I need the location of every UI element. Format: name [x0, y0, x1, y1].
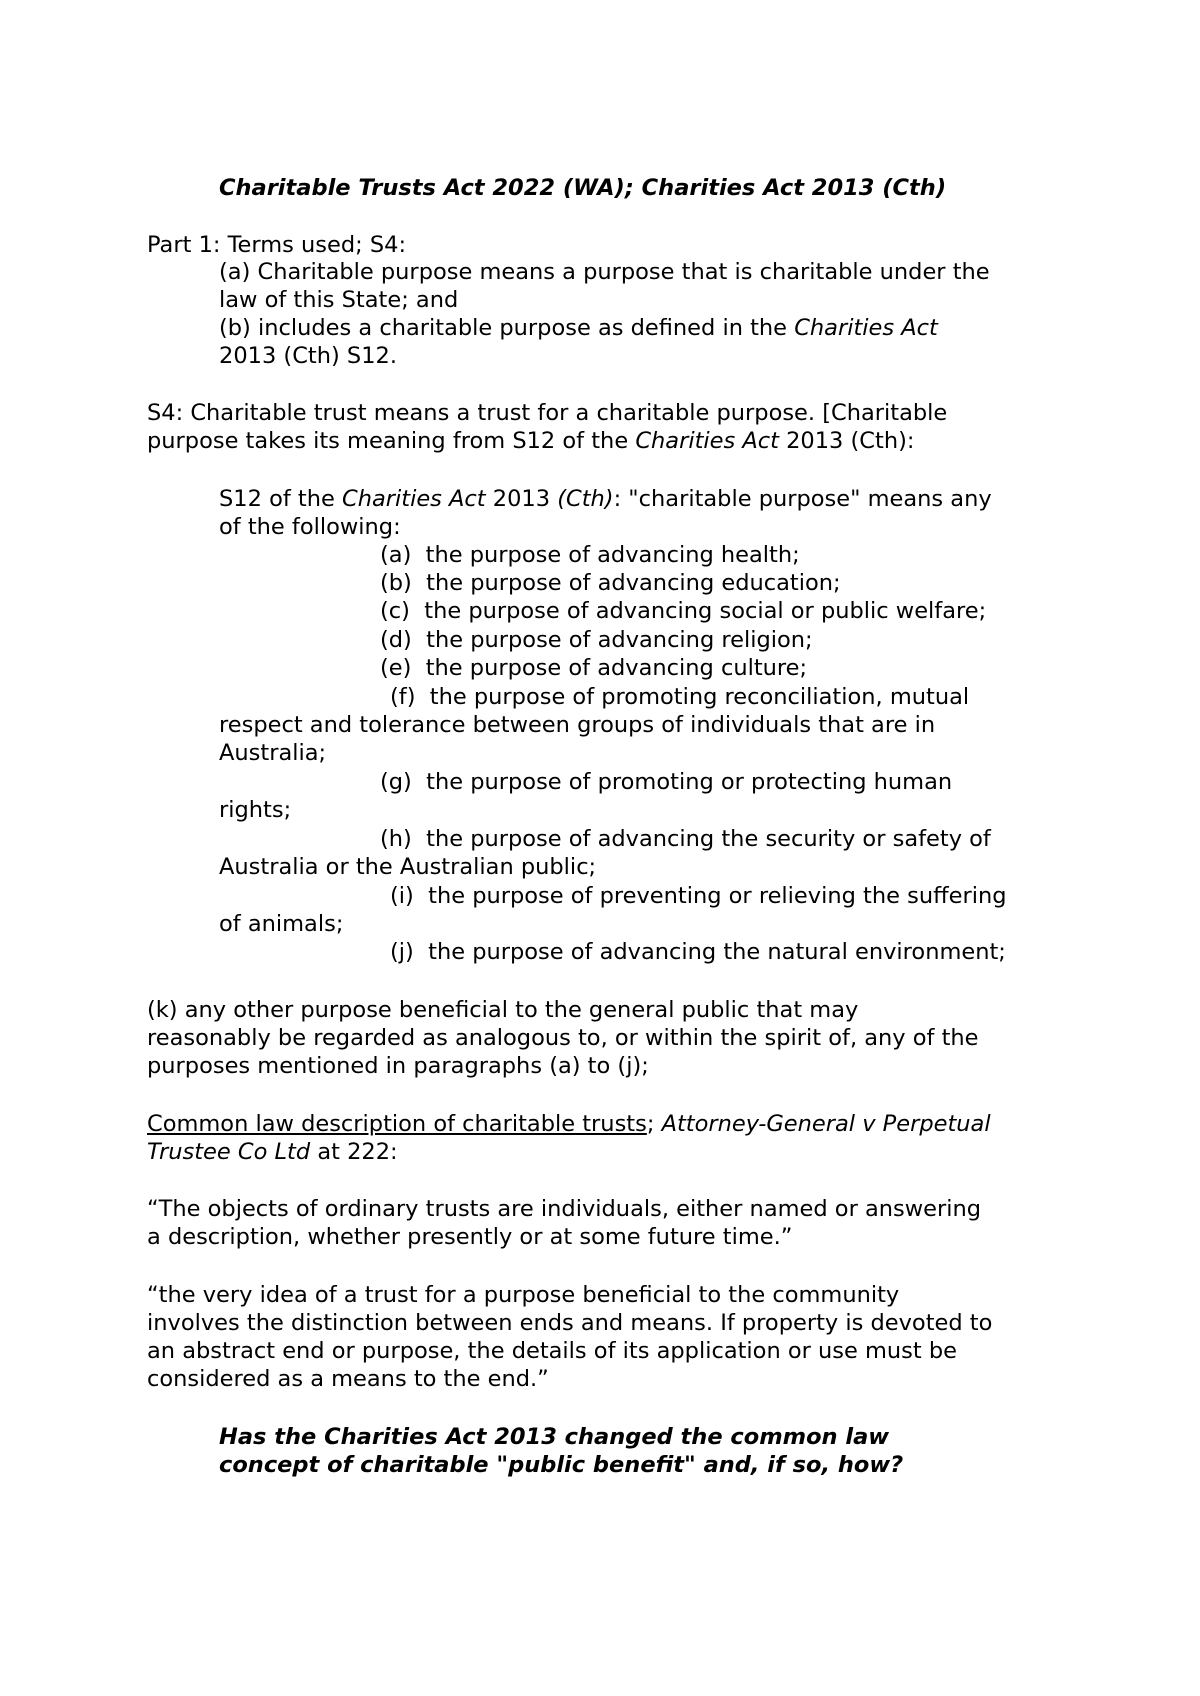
s12-intro-year: 2013: [485, 486, 558, 512]
s12-act-name: Charities Act: [341, 486, 486, 512]
quote2-line1: “the very idea of a trust for a purpose beneficial to the community: [147, 1282, 900, 1308]
common-law-sep: ;: [646, 1111, 662, 1137]
s12-item-j: [390, 938, 1006, 967]
s12-item-label: (c): [380, 598, 410, 624]
s12-item-f: [390, 683, 969, 712]
s12-intro-line1: [219, 485, 992, 514]
question-line2: concept of charitable "public benefit" and, if so, how?: [219, 1452, 904, 1478]
s12-item-a: [380, 541, 800, 570]
common-law-line1: [147, 1110, 991, 1139]
case-pinpoint: at 222:: [310, 1139, 398, 1165]
s12-item-c: [380, 597, 986, 626]
s12-item-label: (a): [380, 542, 412, 568]
common-law-heading: Common law description of charitable trusts: [147, 1111, 647, 1137]
s12-intro-line2: of the following:: [219, 514, 401, 540]
s4-line2: [147, 427, 914, 456]
s12-item-g: [380, 768, 952, 797]
case-name-part2: Trustee Co Ltd: [147, 1139, 311, 1165]
s12-item-text: the purpose of promoting or protecting human: [426, 769, 953, 795]
s12-item-label: (f): [390, 684, 416, 710]
s12-item-label: (h): [380, 826, 412, 852]
s12-item-text: the purpose of preventing or relieving the suffering: [428, 883, 1007, 909]
s4-act-name: Charities Act: [635, 428, 779, 454]
document-title: Charitable Trusts Act 2022 (WA); Charities Act 2013 (Cth): [219, 175, 947, 201]
s12-item-d: [380, 626, 813, 655]
s12-item-text: the purpose of advancing the natural environment;: [428, 939, 1006, 965]
quote2-line4: considered as a means to the end.”: [147, 1366, 549, 1392]
s12-item-text: the purpose of advancing the security or safety of: [426, 826, 991, 852]
part1-b-line1: [219, 314, 938, 343]
quote2-line2: involves the distinction between ends and means. If property is devoted to: [147, 1310, 993, 1336]
s12-item-i: [390, 882, 1007, 911]
s4-line1: S4: Charitable trust means a trust for a charitable purpose. [Charitable: [147, 400, 948, 426]
part1-b-line2: 2013 (Cth) S12.: [219, 343, 397, 369]
s12-intro-cth: (Cth): [557, 486, 614, 512]
s12-intro-text: S12 of the: [219, 486, 342, 512]
s12-item-text: the purpose of advancing education;: [426, 570, 841, 596]
common-law-line2: [147, 1138, 398, 1167]
part1-heading: Part 1: Terms used; S4:: [147, 232, 407, 258]
part1-a-line1: (a) Charitable purpose means a purpose that is charitable under the: [219, 259, 990, 285]
s12-item-label: (g): [380, 769, 412, 795]
k-line3: purposes mentioned in paragraphs (a) to (j);: [147, 1053, 649, 1079]
question-line1: Has the Charities Act 2013 changed the common law: [219, 1424, 890, 1450]
s12-item-h: [380, 825, 991, 854]
s12-item-g-cont1: rights;: [219, 797, 292, 823]
part1-a-line2: law of this State; and: [219, 287, 459, 313]
s12-item-f-cont1: respect and tolerance between groups of individuals that are in: [219, 712, 936, 738]
s12-item-label: (d): [380, 627, 412, 653]
s12-item-label: (b): [380, 570, 412, 596]
s12-item-e: [380, 654, 807, 683]
s12-item-text: the purpose of promoting reconciliation, mutual: [429, 684, 970, 710]
s12-item-text: the purpose of advancing religion;: [426, 627, 813, 653]
s12-item-f-cont2: Australia;: [219, 740, 327, 766]
s12-item-i-cont1: of animals;: [219, 911, 344, 937]
quote1-line1: “The objects of ordinary trusts are individuals, either named or answering: [147, 1196, 982, 1222]
s12-intro-post: : "charitable purpose" means any: [613, 486, 992, 512]
part1-b-text: (b) includes a charitable purpose as defined in the: [219, 315, 795, 341]
part1-b-act-name: Charities Act: [794, 315, 938, 341]
k-line2: reasonably be regarded as analogous to, or within the spirit of, any of the: [147, 1025, 979, 1051]
quote2-line3: an abstract end or purpose, the details of its application or use must be: [147, 1338, 957, 1364]
s12-item-label: (j): [390, 939, 414, 965]
s12-item-text: the purpose of advancing culture;: [425, 655, 808, 681]
s12-item-label: (e): [380, 655, 412, 681]
s12-item-b: [380, 569, 841, 598]
s12-item-text: the purpose of advancing health;: [425, 542, 800, 568]
k-line1: (k) any other purpose beneficial to the general public that may: [147, 997, 859, 1023]
s4-line2-text: purpose takes its meaning from S12 of the: [147, 428, 636, 454]
s12-item-label: (i): [390, 883, 414, 909]
quote1-line2: a description, whether presently or at some future time.”: [147, 1224, 793, 1250]
s4-line2-post: 2013 (Cth):: [778, 428, 915, 454]
case-name-part1: Attorney-General v Perpetual: [661, 1111, 991, 1137]
s12-item-h-cont1: Australia or the Australian public;: [219, 854, 597, 880]
s12-item-text: the purpose of advancing social or public welfare;: [424, 598, 987, 624]
